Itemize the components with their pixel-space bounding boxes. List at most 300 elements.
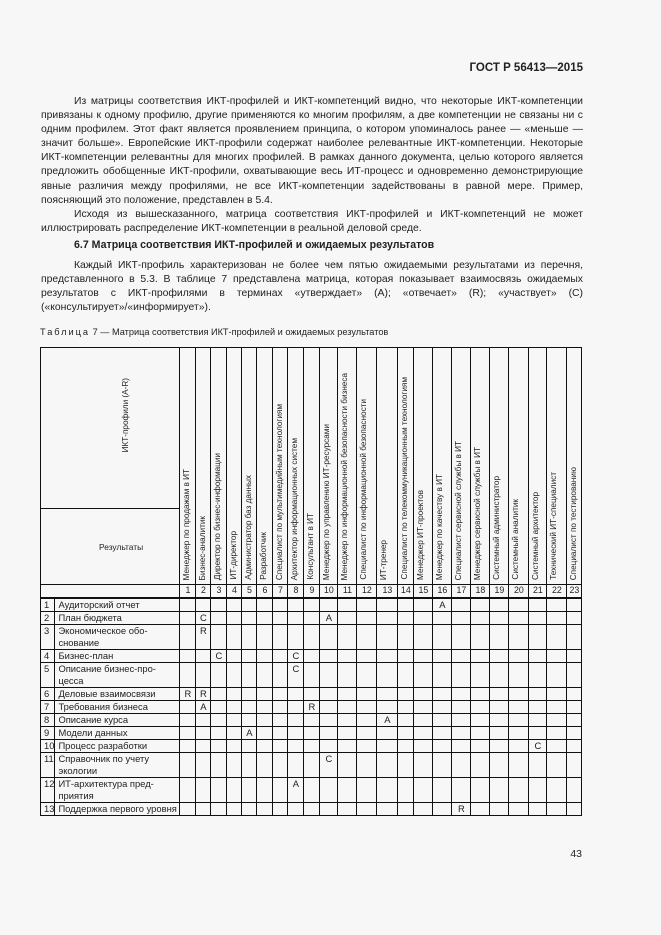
blank-cell	[41, 585, 180, 599]
matrix-cell	[414, 740, 433, 753]
profile-name: Менеджер ИТ-проектов	[416, 490, 426, 580]
result-name: Требования бизнеса	[55, 701, 180, 714]
matrix-cell	[320, 598, 338, 612]
profile-header	[304, 348, 320, 585]
matrix-cell: A	[196, 701, 211, 714]
matrix-cell	[529, 598, 547, 612]
matrix-cell	[433, 663, 452, 688]
matrix-cell	[529, 650, 547, 663]
matrix-cell	[357, 803, 377, 816]
table-corner	[41, 348, 180, 585]
matrix-cell	[242, 740, 257, 753]
paragraph: Исходя из вышесказанного, матрица соответствия ИКТ-профилей и ИКТ-компетенций не может иллюстрировать распределение ИКТ-компетенции в реальной деловой среде.	[41, 208, 583, 234]
matrix-cell	[242, 803, 257, 816]
matrix-cell	[273, 803, 288, 816]
matrix-cell	[414, 727, 433, 740]
result-name: Деловые взаимосвязи	[55, 688, 180, 701]
matrix-cell	[211, 598, 227, 612]
matrix-cell: R	[452, 803, 471, 816]
matrix-table	[40, 347, 582, 816]
table-row	[41, 740, 582, 753]
matrix-cell	[273, 625, 288, 650]
table-row	[41, 625, 582, 650]
matrix-cell	[377, 688, 398, 701]
matrix-cell	[414, 688, 433, 701]
matrix-cell	[227, 740, 242, 753]
matrix-cell	[490, 701, 509, 714]
matrix-cell: A	[320, 612, 338, 625]
matrix-cell	[273, 753, 288, 778]
matrix-cell	[490, 753, 509, 778]
matrix-cell	[433, 753, 452, 778]
matrix-cell	[547, 778, 567, 803]
matrix-cell	[471, 753, 490, 778]
matrix-cell	[357, 753, 377, 778]
column-number: 2	[196, 585, 211, 599]
column-number: 1	[180, 585, 196, 599]
matrix-cell	[180, 778, 196, 803]
matrix-cell	[567, 625, 582, 650]
result-name: ИТ-архитектура пред-приятия	[55, 778, 180, 803]
matrix-cell	[320, 625, 338, 650]
matrix-cell	[320, 663, 338, 688]
matrix-cell	[529, 612, 547, 625]
matrix-cell	[304, 714, 320, 727]
matrix-cell	[242, 612, 257, 625]
matrix-cell	[304, 753, 320, 778]
matrix-cell	[357, 650, 377, 663]
matrix-cell	[414, 714, 433, 727]
matrix-cell	[547, 612, 567, 625]
matrix-cell	[227, 714, 242, 727]
result-name: Описание курса	[55, 714, 180, 727]
matrix-cell	[471, 650, 490, 663]
result-name: Процесс разработки	[55, 740, 180, 753]
matrix-cell	[452, 701, 471, 714]
matrix-cell	[547, 598, 567, 612]
matrix-cell	[452, 714, 471, 727]
profile-header	[196, 348, 211, 585]
profile-header	[529, 348, 547, 585]
matrix-cell	[227, 803, 242, 816]
matrix-cell	[320, 714, 338, 727]
row-number: 1	[41, 598, 55, 612]
matrix-cell	[196, 778, 211, 803]
matrix-cell	[433, 701, 452, 714]
matrix-cell	[471, 612, 490, 625]
matrix-cell	[211, 612, 227, 625]
matrix-cell	[547, 803, 567, 816]
matrix-cell	[242, 663, 257, 688]
profile-name: Специалист по мультимедийным технологиям	[275, 403, 285, 580]
column-number: 15	[414, 585, 433, 599]
matrix-cell	[567, 688, 582, 701]
matrix-cell	[180, 625, 196, 650]
matrix-cell	[320, 740, 338, 753]
row-number: 8	[41, 714, 55, 727]
matrix-cell	[529, 701, 547, 714]
matrix-cell	[357, 612, 377, 625]
profile-name: Менеджер по управлению ИТ-ресурсами	[322, 423, 332, 580]
result-name: План бюджета	[55, 612, 180, 625]
matrix-cell	[320, 778, 338, 803]
matrix-cell: C	[288, 650, 304, 663]
matrix-cell	[180, 803, 196, 816]
matrix-cell	[357, 740, 377, 753]
matrix-cell	[196, 753, 211, 778]
result-name: Бизнес-план	[55, 650, 180, 663]
matrix-cell	[288, 740, 304, 753]
matrix-cell	[452, 650, 471, 663]
matrix-cell	[304, 612, 320, 625]
profile-name: Системный администратор	[492, 476, 502, 580]
matrix-cell	[227, 701, 242, 714]
matrix-cell	[414, 612, 433, 625]
matrix-cell	[273, 688, 288, 701]
matrix-cell: A	[433, 598, 452, 612]
matrix-cell	[398, 625, 414, 650]
matrix-cell	[452, 663, 471, 688]
profile-header	[398, 348, 414, 585]
matrix-cell	[490, 778, 509, 803]
caption-text: 7 — Матрица соответствия ИКТ-профилей и ожидаемых результатов	[90, 327, 389, 337]
matrix-cell	[288, 714, 304, 727]
column-number: 4	[227, 585, 242, 599]
matrix-cell	[547, 727, 567, 740]
profile-name: Разработчик	[259, 532, 269, 580]
matrix-cell	[320, 688, 338, 701]
matrix-cell	[414, 663, 433, 688]
matrix-cell	[471, 688, 490, 701]
matrix-cell	[338, 688, 357, 701]
matrix-cell	[547, 650, 567, 663]
header-row	[41, 348, 582, 585]
profiles-axis-label: ИКТ-профили (A-R)	[121, 378, 130, 453]
matrix-cell	[357, 663, 377, 688]
matrix-cell	[471, 778, 490, 803]
matrix-cell	[196, 727, 211, 740]
matrix-cell	[529, 688, 547, 701]
column-number: 22	[547, 585, 567, 599]
matrix-cell	[338, 663, 357, 688]
matrix-cell	[377, 778, 398, 803]
column-number: 14	[398, 585, 414, 599]
matrix-cell	[567, 701, 582, 714]
matrix-cell	[490, 803, 509, 816]
page-number: 43	[570, 848, 582, 860]
column-number: 23	[567, 585, 582, 599]
matrix-cell	[471, 727, 490, 740]
table-row	[41, 688, 582, 701]
matrix-cell	[433, 727, 452, 740]
matrix-cell	[357, 701, 377, 714]
profile-header	[242, 348, 257, 585]
profile-header	[211, 348, 227, 585]
matrix-cell	[509, 650, 529, 663]
table-row	[41, 598, 582, 612]
matrix-cell	[227, 598, 242, 612]
matrix-cell	[338, 612, 357, 625]
matrix-cell	[273, 612, 288, 625]
matrix-cell	[227, 727, 242, 740]
matrix-cell	[288, 612, 304, 625]
matrix-cell	[547, 740, 567, 753]
column-number: 21	[529, 585, 547, 599]
row-number: 5	[41, 663, 55, 688]
matrix-cell	[377, 740, 398, 753]
column-number: 8	[288, 585, 304, 599]
result-name: Справочник по учету экологии	[55, 753, 180, 778]
matrix-cell	[398, 612, 414, 625]
matrix-cell	[288, 598, 304, 612]
matrix-cell	[304, 663, 320, 688]
matrix-cell	[452, 612, 471, 625]
matrix-cell	[180, 598, 196, 612]
matrix-cell	[490, 714, 509, 727]
profile-header	[377, 348, 398, 585]
intro-text	[41, 95, 583, 236]
matrix-cell	[304, 778, 320, 803]
matrix-cell	[227, 688, 242, 701]
matrix-cell	[414, 598, 433, 612]
matrix-cell	[414, 778, 433, 803]
matrix-cell	[288, 803, 304, 816]
matrix-cell	[433, 625, 452, 650]
profile-header	[433, 348, 452, 585]
matrix-cell	[452, 625, 471, 650]
matrix-cell	[452, 598, 471, 612]
column-number: 9	[304, 585, 320, 599]
matrix-cell	[227, 753, 242, 778]
matrix-cell	[180, 753, 196, 778]
matrix-cell	[490, 625, 509, 650]
row-number: 9	[41, 727, 55, 740]
matrix-cell	[257, 778, 273, 803]
matrix-cell	[304, 688, 320, 701]
row-number: 12	[41, 778, 55, 803]
matrix-cell	[211, 714, 227, 727]
matrix-cell	[509, 612, 529, 625]
matrix-cell	[529, 778, 547, 803]
matrix-cell	[433, 778, 452, 803]
matrix-cell	[567, 740, 582, 753]
profile-name: Технический ИТ-специалист	[549, 472, 559, 580]
matrix-cell	[509, 740, 529, 753]
matrix-cell	[320, 650, 338, 663]
matrix-cell: C	[320, 753, 338, 778]
matrix-cell	[338, 714, 357, 727]
matrix-cell	[357, 778, 377, 803]
matrix-cell	[257, 598, 273, 612]
matrix-cell: C	[211, 650, 227, 663]
matrix-cell	[273, 663, 288, 688]
table-row	[41, 778, 582, 803]
matrix-cell	[211, 740, 227, 753]
profile-name: Администратор баз данных	[244, 475, 254, 580]
matrix-cell	[567, 598, 582, 612]
matrix-cell	[433, 650, 452, 663]
matrix-cell	[211, 625, 227, 650]
matrix-cell	[490, 650, 509, 663]
matrix-cell	[273, 650, 288, 663]
matrix-cell	[567, 803, 582, 816]
matrix-cell	[509, 688, 529, 701]
matrix-cell	[471, 714, 490, 727]
matrix-cell	[196, 803, 211, 816]
matrix-cell	[288, 727, 304, 740]
table-row	[41, 753, 582, 778]
profile-name: Менеджер по информационной безопасности бизнеса	[340, 372, 350, 580]
result-name: Экономическое обо-снование	[55, 625, 180, 650]
matrix-cell	[547, 701, 567, 714]
matrix-cell	[509, 663, 529, 688]
matrix-cell	[471, 663, 490, 688]
matrix-cell	[338, 803, 357, 816]
row-number: 10	[41, 740, 55, 753]
matrix-cell	[320, 701, 338, 714]
column-number: 7	[273, 585, 288, 599]
profile-name: Специалист по телекоммуникационным технологиям	[400, 377, 410, 580]
standard-header: ГОСТ Р 56413—2015	[469, 62, 583, 74]
matrix-cell	[567, 714, 582, 727]
matrix-cell	[471, 740, 490, 753]
table-row	[41, 650, 582, 663]
matrix-cell	[509, 803, 529, 816]
matrix-cell	[567, 612, 582, 625]
matrix-cell	[273, 778, 288, 803]
matrix-cell	[357, 727, 377, 740]
matrix-cell	[567, 778, 582, 803]
results-axis-label: Результаты	[99, 541, 144, 552]
matrix-cell	[509, 625, 529, 650]
matrix-cell	[242, 701, 257, 714]
matrix-cell	[398, 740, 414, 753]
matrix-cell	[273, 714, 288, 727]
column-number: 11	[338, 585, 357, 599]
matrix-cell	[211, 753, 227, 778]
matrix-cell	[529, 803, 547, 816]
matrix-cell	[273, 740, 288, 753]
matrix-cell	[509, 727, 529, 740]
matrix-cell	[338, 778, 357, 803]
matrix-cell	[398, 803, 414, 816]
profile-name: Специалист по информационной безопасности	[359, 399, 369, 580]
matrix-cell	[377, 803, 398, 816]
matrix-cell	[490, 612, 509, 625]
matrix-cell	[452, 753, 471, 778]
matrix-cell	[304, 803, 320, 816]
caption-prefix: Таблица	[40, 327, 91, 337]
matrix-cell: R	[304, 701, 320, 714]
result-name: Аудиторский отчет	[55, 598, 180, 612]
matrix-cell	[529, 727, 547, 740]
matrix-cell	[433, 740, 452, 753]
matrix-cell	[377, 663, 398, 688]
matrix-cell	[257, 803, 273, 816]
matrix-cell	[357, 598, 377, 612]
matrix-cell	[398, 727, 414, 740]
matrix-cell	[509, 778, 529, 803]
matrix-cell	[377, 753, 398, 778]
matrix-cell	[227, 778, 242, 803]
matrix-cell	[320, 803, 338, 816]
matrix-cell	[288, 701, 304, 714]
matrix-cell	[377, 625, 398, 650]
matrix-cell	[357, 688, 377, 701]
matrix-cell	[433, 612, 452, 625]
matrix-cell	[211, 778, 227, 803]
matrix-cell	[338, 625, 357, 650]
profile-name: Менеджер по продажам в ИТ	[182, 468, 192, 580]
matrix-cell	[288, 688, 304, 701]
matrix-cell: R	[196, 625, 211, 650]
profile-header	[357, 348, 377, 585]
table-row	[41, 663, 582, 688]
matrix-cell	[242, 650, 257, 663]
matrix-cell	[196, 663, 211, 688]
profile-name: Архитектор информационных систем	[290, 437, 300, 580]
profile-name: Менеджер по качеству в ИТ	[435, 473, 445, 580]
profile-name: Специалист по тестированию	[569, 466, 579, 580]
table-caption	[40, 327, 388, 337]
matrix-cell	[273, 727, 288, 740]
profile-name: Директор по бизнес-информации	[213, 452, 223, 580]
matrix-cell	[304, 727, 320, 740]
matrix-cell	[509, 598, 529, 612]
column-number: 12	[357, 585, 377, 599]
matrix-cell	[257, 727, 273, 740]
matrix-cell	[304, 598, 320, 612]
profile-header	[452, 348, 471, 585]
matrix-cell	[567, 727, 582, 740]
matrix-cell	[242, 753, 257, 778]
matrix-cell	[398, 753, 414, 778]
matrix-cell	[338, 650, 357, 663]
column-number: 17	[452, 585, 471, 599]
matrix-cell	[471, 598, 490, 612]
matrix-cell	[490, 598, 509, 612]
profile-header	[471, 348, 490, 585]
matrix-cell	[257, 753, 273, 778]
matrix-cell	[242, 598, 257, 612]
matrix-cell	[490, 727, 509, 740]
matrix-cell	[304, 740, 320, 753]
paragraph: Каждый ИКТ-профиль характеризован не более чем пятью ожидаемыми результатами из перечня, представленного в 5.3. В таблице 7 представлена матрица, которая показывает взаимосвязь ожидаемых результатов с ИКТ-профилями в терминах «утверждает» (A); «отвечает» (R); «участвует» (C) («консультирует»/«информирует»).	[41, 260, 583, 314]
matrix-cell: R	[180, 688, 196, 701]
column-number: 3	[211, 585, 227, 599]
matrix-cell	[398, 688, 414, 701]
paragraph: Из матрицы соответствия ИКТ-профилей и ИКТ-компетенций видно, что некоторые ИКТ-компетенции привязаны к одному профилю, другие применяются ко многим профилям, а две компетенции не связаны ни с одним профилем. Этот факт является проявлением принципа, о котором упоминалось ранее — «меньше — значит больше». Европейские ИКТ-профили содержат наиболее релевантные ИКТ-компетенции. Некоторые ИКТ-компетенции релевантны для многих профилей. В рамках данного документа, целью которого является предложить обобщенные ИКТ-профили, охватывающие весь ИТ-процесс и одновременно демонстрирующие явные различия между профилями, не все ИКТ-компетенции задействованы в равной мере. Пример, поясняющий это положение, представлен в 5.4.	[41, 96, 583, 206]
matrix-cell	[377, 701, 398, 714]
column-number: 18	[471, 585, 490, 599]
row-number: 3	[41, 625, 55, 650]
matrix-cell	[433, 688, 452, 701]
matrix-cell	[257, 650, 273, 663]
profile-name: ИТ-тренер	[379, 539, 389, 580]
matrix-cell	[414, 650, 433, 663]
matrix-cell	[433, 714, 452, 727]
matrix-cell	[257, 612, 273, 625]
matrix-cell	[398, 663, 414, 688]
matrix-cell	[377, 650, 398, 663]
matrix-cell	[288, 753, 304, 778]
matrix-cell	[242, 714, 257, 727]
row-number: 7	[41, 701, 55, 714]
matrix-cell	[211, 688, 227, 701]
profile-header	[414, 348, 433, 585]
column-number-row	[41, 585, 582, 599]
matrix-cell	[304, 650, 320, 663]
